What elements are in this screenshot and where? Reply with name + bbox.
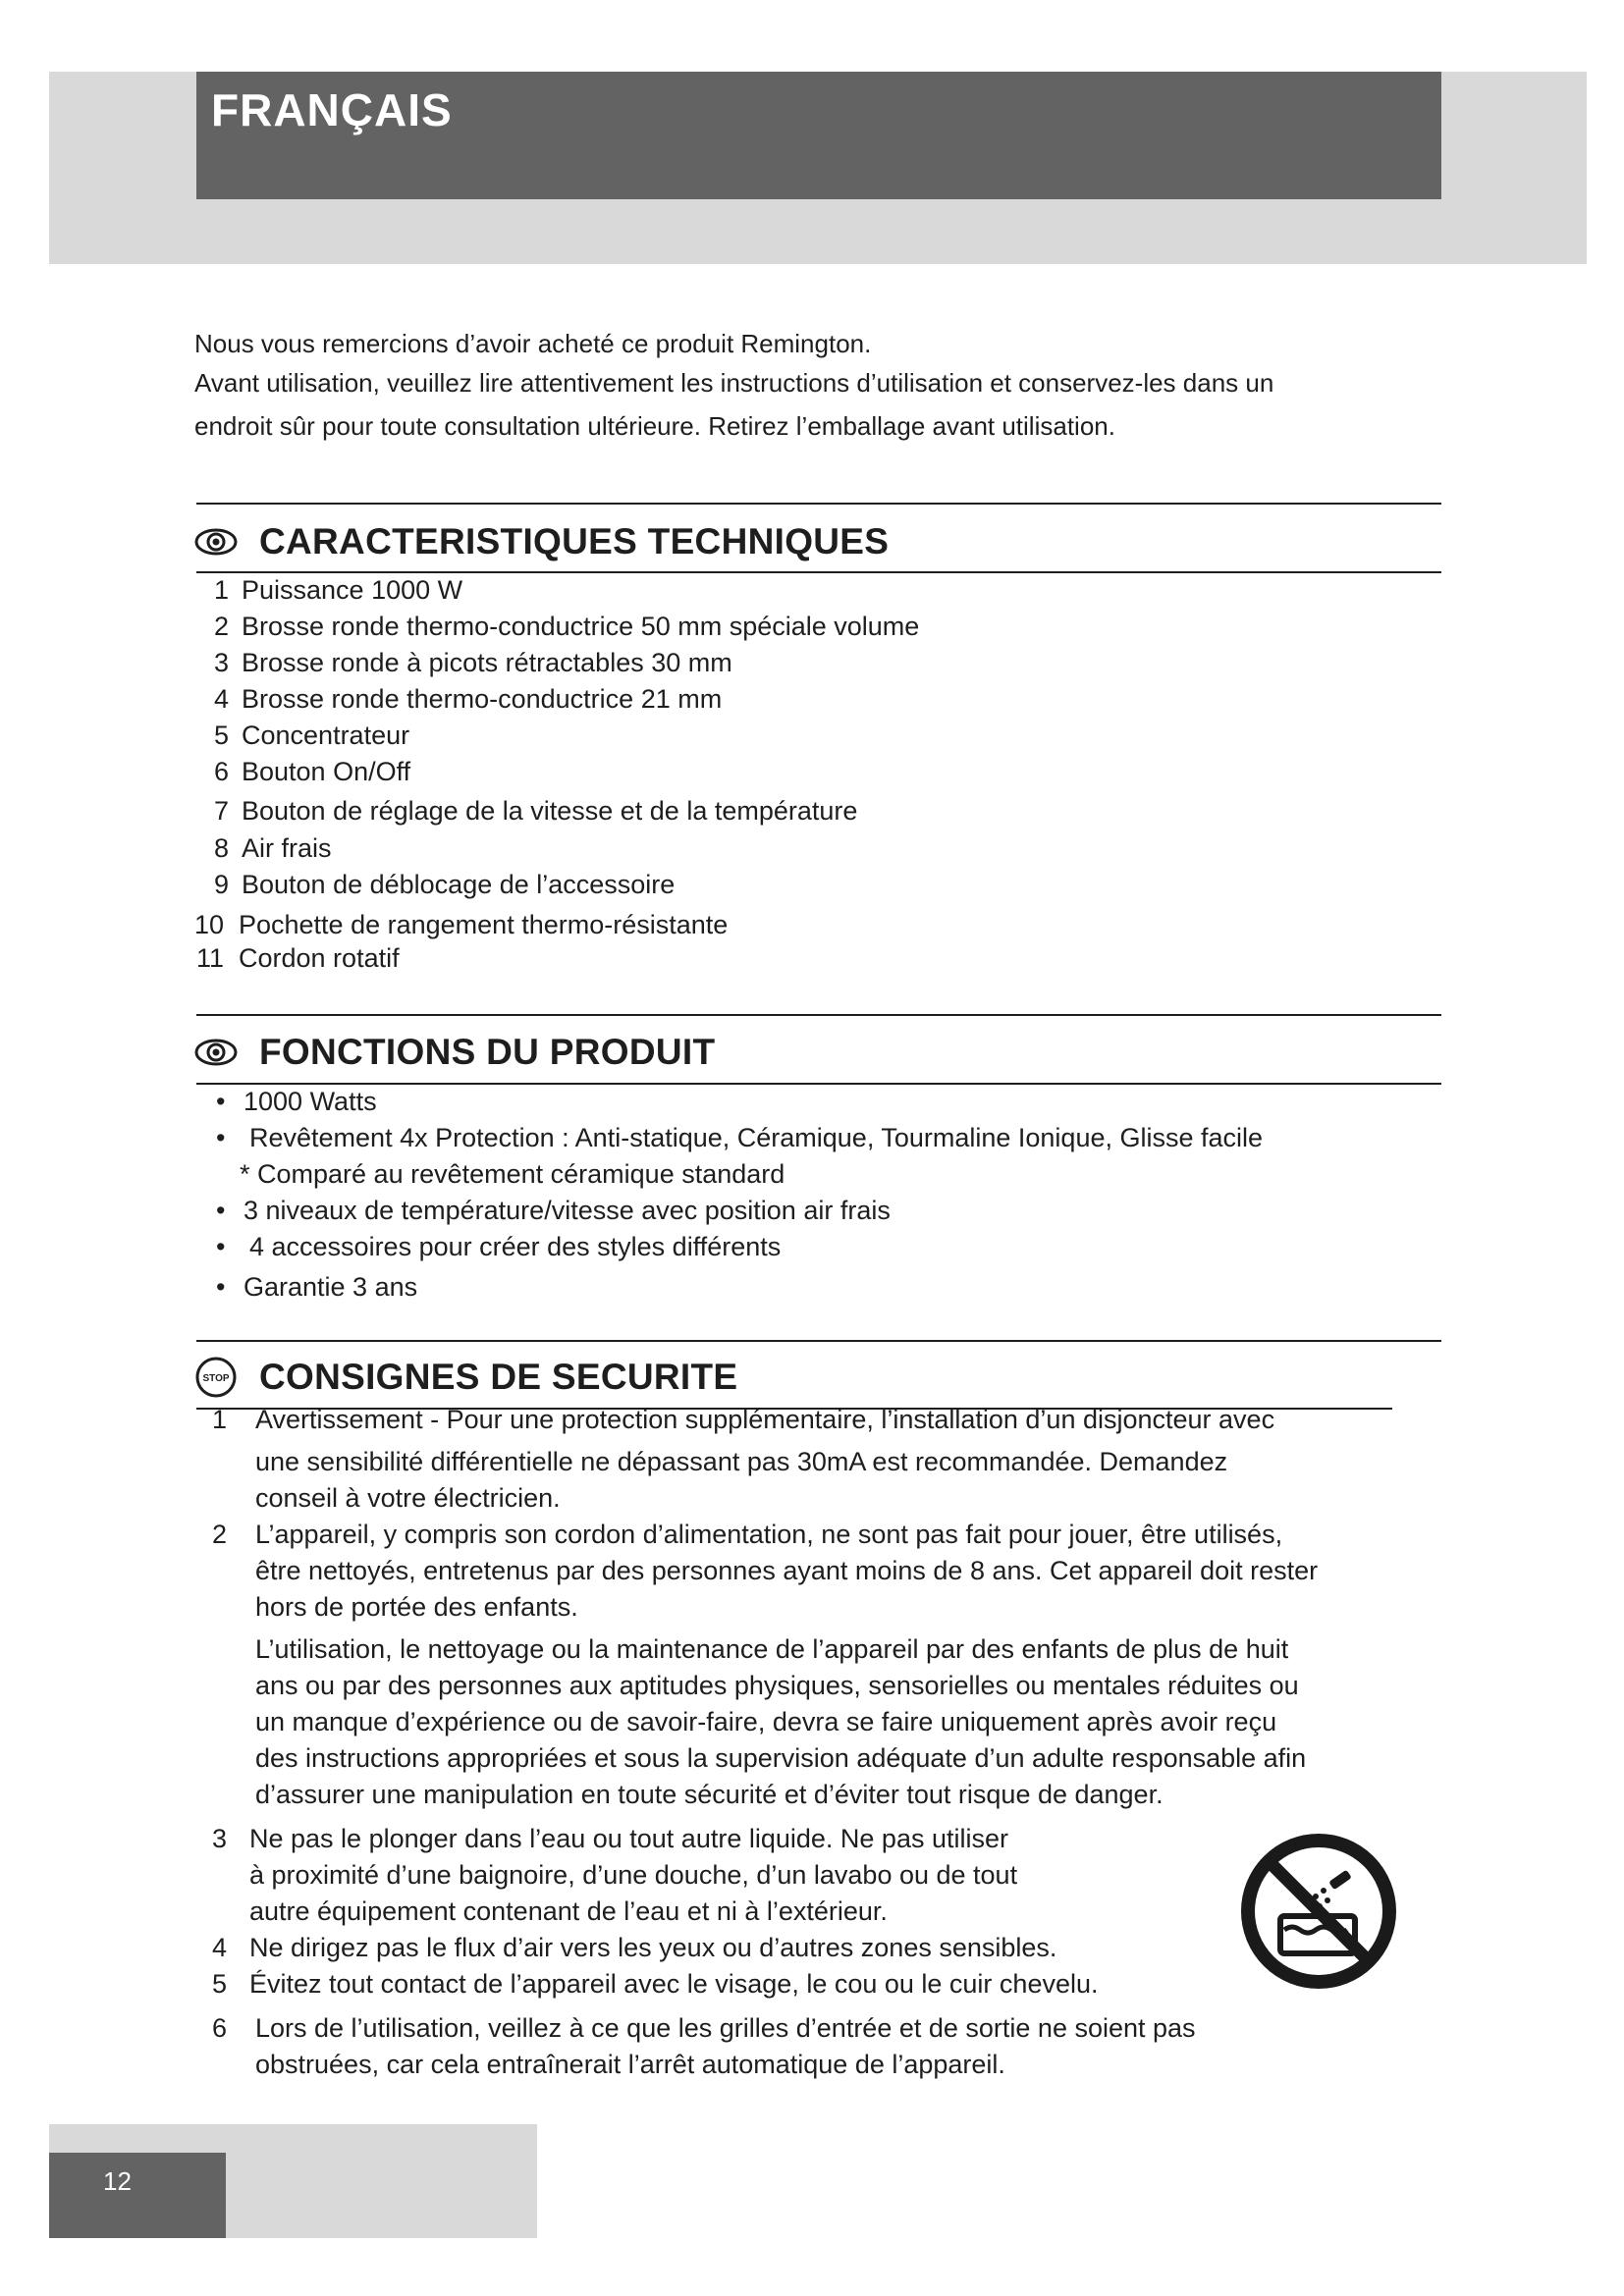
eye-icon [194,520,238,563]
stop-icon [194,1356,238,1399]
section-rule-top [196,503,1441,505]
list-item: 2 L’appareil, y compris son cordon d’alimentation, ne sont pas fait pour jouer, être utilisés, être nettoyés, entretenus par des personnes ayant moins de 8 ans. Cet appareil doit rester hors de portée des enfants. L’utilisation, le nettoyage ou la maintenance de l’appareil par des enfants de plus de huit ans ou par des personnes aux aptitudes physiques, sensorielles ou mentales réduites ou un manque d’expérience ou de savoir-faire, devra se faire uniquement après avoir reçu des instructions appropriées et sous la supervision adéquate d’un adulte responsable afin d’assurer une manipulation en toute sécurité et d’éviter tout risque de danger. [212,1520,1319,1809]
section-rule-bottom [196,571,1441,573]
specs-heading [194,512,889,571]
features-heading [194,1023,715,1082]
intro-line: Nous vous remercions d’avoir acheté ce produit Remington. [194,329,872,358]
intro-line: Avant utilisation, veuillez lire attentivement les instructions d’utilisation et conservez-les dans un [194,368,1274,398]
intro-paragraph [194,324,1451,446]
page-number: 12 [103,2166,132,2196]
specs-title: CARACTERISTIQUES TECHNIQUES [259,521,890,561]
list-item: 6 Lors de l’utilisation, veillez à ce que les grilles d’entrée et de sortie ne soient pas obstruées, car cela entraînerait l’arrêt automatique de l’appareil. [212,2013,1196,2079]
section-rule-top [196,1014,1441,1016]
section-rule-bottom [196,1083,1441,1085]
safety-heading [194,1348,737,1407]
list-item: 5 Évitez tout contact de l’appareil avec le visage, le cou ou le cuir chevelu. [212,1969,1099,1999]
no-water-near-bath-icon [1239,1832,1398,1991]
eye-icon [194,1031,238,1074]
stop-icon-label: STOP [202,1373,230,1384]
features-title: FONCTIONS DU PRODUIT [259,1032,716,1072]
section-rule-top [196,1340,1441,1342]
list-item: 3 Ne pas le plonger dans l’eau ou tout autre liquide. Ne pas utiliser à proximité d’une baignoire, d’une douche, d’un lavabo ou de tout autre équipement contenant de l’eau et ni à l’extérieur. [212,1824,1018,1926]
list-item: 1 Avertissement - Pour une protection supplémentaire, l’installation d’un disjoncteur avec une sensibilité différentielle ne dépassant pas 30mA est recommandée. Demandez conseil à votre électricien. [212,1405,1275,1513]
page-number-box [49,2153,226,2238]
page-title: FRANÇAIS [211,84,453,135]
safety-list [194,1402,1422,2083]
intro-line: endroit sûr pour toute consultation ultérieure. Retirez l’emballage avant utilisation. [194,411,1115,441]
language-title-bar [196,72,1441,199]
list-item: 4 Ne dirigez pas le flux d’air vers les yeux ou d’autres zones sensibles. [212,1933,1057,1962]
safety-title: CONSIGNES DE SECURITE [259,1357,738,1397]
